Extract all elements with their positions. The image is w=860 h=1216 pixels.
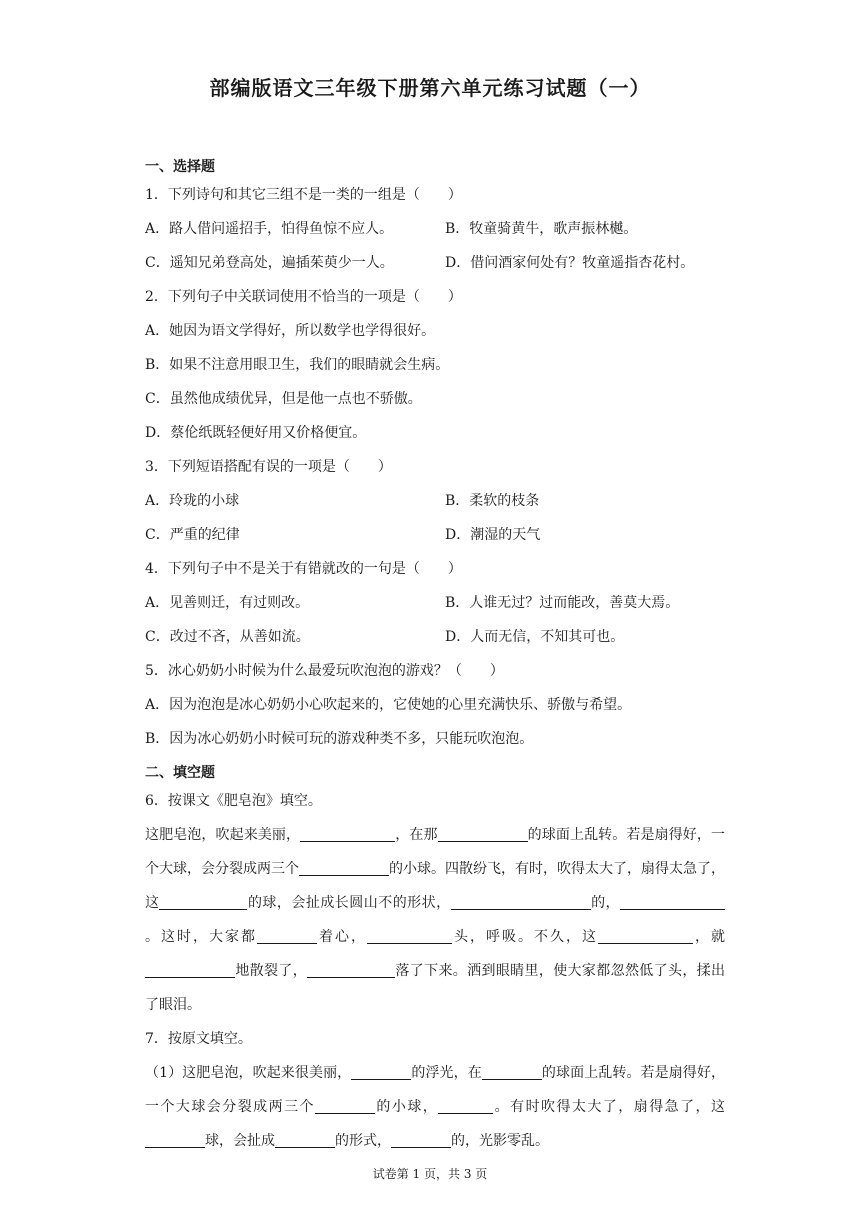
- passage-text: 的球面上乱转。若是扇得好，一个大球会分裂成两三个: [145, 1065, 725, 1115]
- option-c: C．遥知兄弟登高处，遍插茱萸少一人。: [145, 255, 394, 271]
- passage-text: 的小球，: [374, 1099, 439, 1115]
- answer-blank[interactable]: [367, 925, 452, 944]
- question-6-passage: [145, 818, 725, 1022]
- passage-text: 。有时吹得太大了，扇得急了，这: [493, 1099, 726, 1115]
- question-4-options-row-1: [145, 586, 725, 620]
- page-title: 部编版语文三年级下册第六单元练习试题（一）: [209, 76, 651, 100]
- option-d: D．借问酒家何处有？牧童遥指杏花村。: [445, 255, 695, 271]
- question-3-options-row-2: [145, 518, 725, 552]
- option-a: A．路人借问遥招手，怕得鱼惊不应人。: [145, 221, 394, 237]
- option-a: A．见善则迁，有过则改。: [145, 595, 310, 611]
- passage-text: 。这时，大家都: [145, 929, 257, 945]
- option-b: B．牧童骑黄牛，歌声振林樾。: [445, 221, 638, 237]
- answer-blank[interactable]: [159, 891, 247, 910]
- option-a: A．玲珑的小球: [145, 493, 240, 509]
- question-1-stem: 1．下列诗句和其它三组不是一类的一组是（ ）: [145, 187, 462, 203]
- answer-blank[interactable]: [391, 1129, 451, 1148]
- passage-text: 的，光影零乱。: [451, 1133, 549, 1149]
- question-5-stem: 5．冰心奶奶小时候为什么最爱玩吹泡泡的游戏？（ ）: [145, 663, 504, 679]
- option-b: B．人谁无过？过而能改，善莫大焉。: [445, 595, 680, 611]
- question-7-stem: 7．按原文填空。: [145, 1031, 252, 1047]
- option-a: A．因为泡泡是冰心奶奶小心吹起来的，它使她的心里充满快乐、骄傲与希望。: [145, 697, 632, 713]
- question-3-options-row-1: [145, 484, 725, 518]
- passage-text: 的，: [590, 895, 621, 911]
- passage-text: 的球，会扯成长圆山不的形状，: [247, 895, 451, 911]
- answer-blank[interactable]: [482, 1061, 542, 1080]
- passage-text: 地散裂了，: [235, 963, 308, 979]
- answer-blank[interactable]: [598, 925, 693, 944]
- option-c: C．严重的纪律: [145, 527, 240, 543]
- option-d: D．人而无信，不知其可也。: [445, 629, 625, 645]
- option-c: C．改过不吝，从善如流。: [145, 629, 310, 645]
- question-2-stem: 2．下列句子中关联词使用不恰当的一项是（ ）: [145, 289, 462, 305]
- answer-blank[interactable]: [438, 1095, 493, 1114]
- question-1-options-row-2: [145, 246, 725, 280]
- option-d: D．蔡伦纸既轻便好用又价格便宜。: [145, 425, 367, 441]
- passage-text: 头，呼吸。不久，这: [452, 929, 598, 945]
- passage-text: ，在那: [395, 827, 438, 843]
- question-4-stem: 4．下列句子中不是关于有错就改的一句是（ ）: [145, 561, 462, 577]
- answer-blank[interactable]: [145, 959, 235, 978]
- question-1-options-row-1: [145, 212, 725, 246]
- option-d: D．潮湿的天气: [445, 527, 541, 543]
- section-heading-fill: 二、填空题: [145, 765, 215, 781]
- passage-text: 这肥皂泡，吹起来美丽，: [145, 827, 301, 843]
- answer-blank[interactable]: [257, 925, 317, 944]
- answer-blank[interactable]: [451, 891, 591, 910]
- passage-text: 的小球。四散纷飞，有时，吹得太大了，扇得太急了，这: [145, 861, 725, 911]
- passage-text: 的球面上乱转。若是扇得好，一个大球，会分裂成两三个: [145, 827, 726, 877]
- answer-blank[interactable]: [620, 891, 725, 910]
- question-6-stem: 6．按课文《肥皂泡》填空。: [145, 793, 322, 809]
- passage-text: 落了下来。洒到眼睛里，使大家都忽然低了头，揉出了眼泪。: [145, 963, 726, 1013]
- option-b: B．因为冰心奶奶小时候可玩的游戏种类不多，只能玩吹泡泡。: [145, 731, 534, 747]
- passage-text: （1）这肥皂泡，吹起来很美丽，: [145, 1065, 352, 1081]
- question-4-options-row-2: [145, 620, 725, 654]
- question-3-stem: 3．下列短语搭配有误的一项是（ ）: [145, 459, 392, 475]
- answer-blank[interactable]: [300, 823, 395, 842]
- page-footer: 试卷第 1 页，共 3 页: [372, 1167, 488, 1181]
- option-b: B．柔软的枝条: [445, 493, 540, 509]
- answer-blank[interactable]: [315, 1095, 375, 1114]
- passage-text: 的浮光，在: [411, 1065, 482, 1081]
- answer-blank[interactable]: [299, 857, 389, 876]
- answer-blank[interactable]: [351, 1061, 411, 1080]
- passage-text: ，就: [693, 929, 725, 945]
- option-a: A．她因为语文学得好，所以数学也学得很好。: [145, 323, 436, 339]
- option-c: C．虽然他成绩优异，但是他一点也不骄傲。: [145, 391, 422, 407]
- passage-text: 球，会扯成: [205, 1133, 275, 1149]
- question-7-passage: [145, 1056, 725, 1158]
- answer-blank[interactable]: [438, 823, 528, 842]
- answer-blank[interactable]: [307, 959, 395, 978]
- answer-blank[interactable]: [145, 1129, 205, 1148]
- option-b: B．如果不注意用眼卫生，我们的眼睛就会生病。: [145, 357, 450, 373]
- section-heading-choice: 一、选择题: [145, 159, 215, 175]
- answer-blank[interactable]: [275, 1129, 335, 1148]
- passage-text: 的形式，: [335, 1133, 391, 1149]
- passage-text: 着心，: [317, 929, 367, 945]
- exam-content: [145, 150, 725, 1158]
